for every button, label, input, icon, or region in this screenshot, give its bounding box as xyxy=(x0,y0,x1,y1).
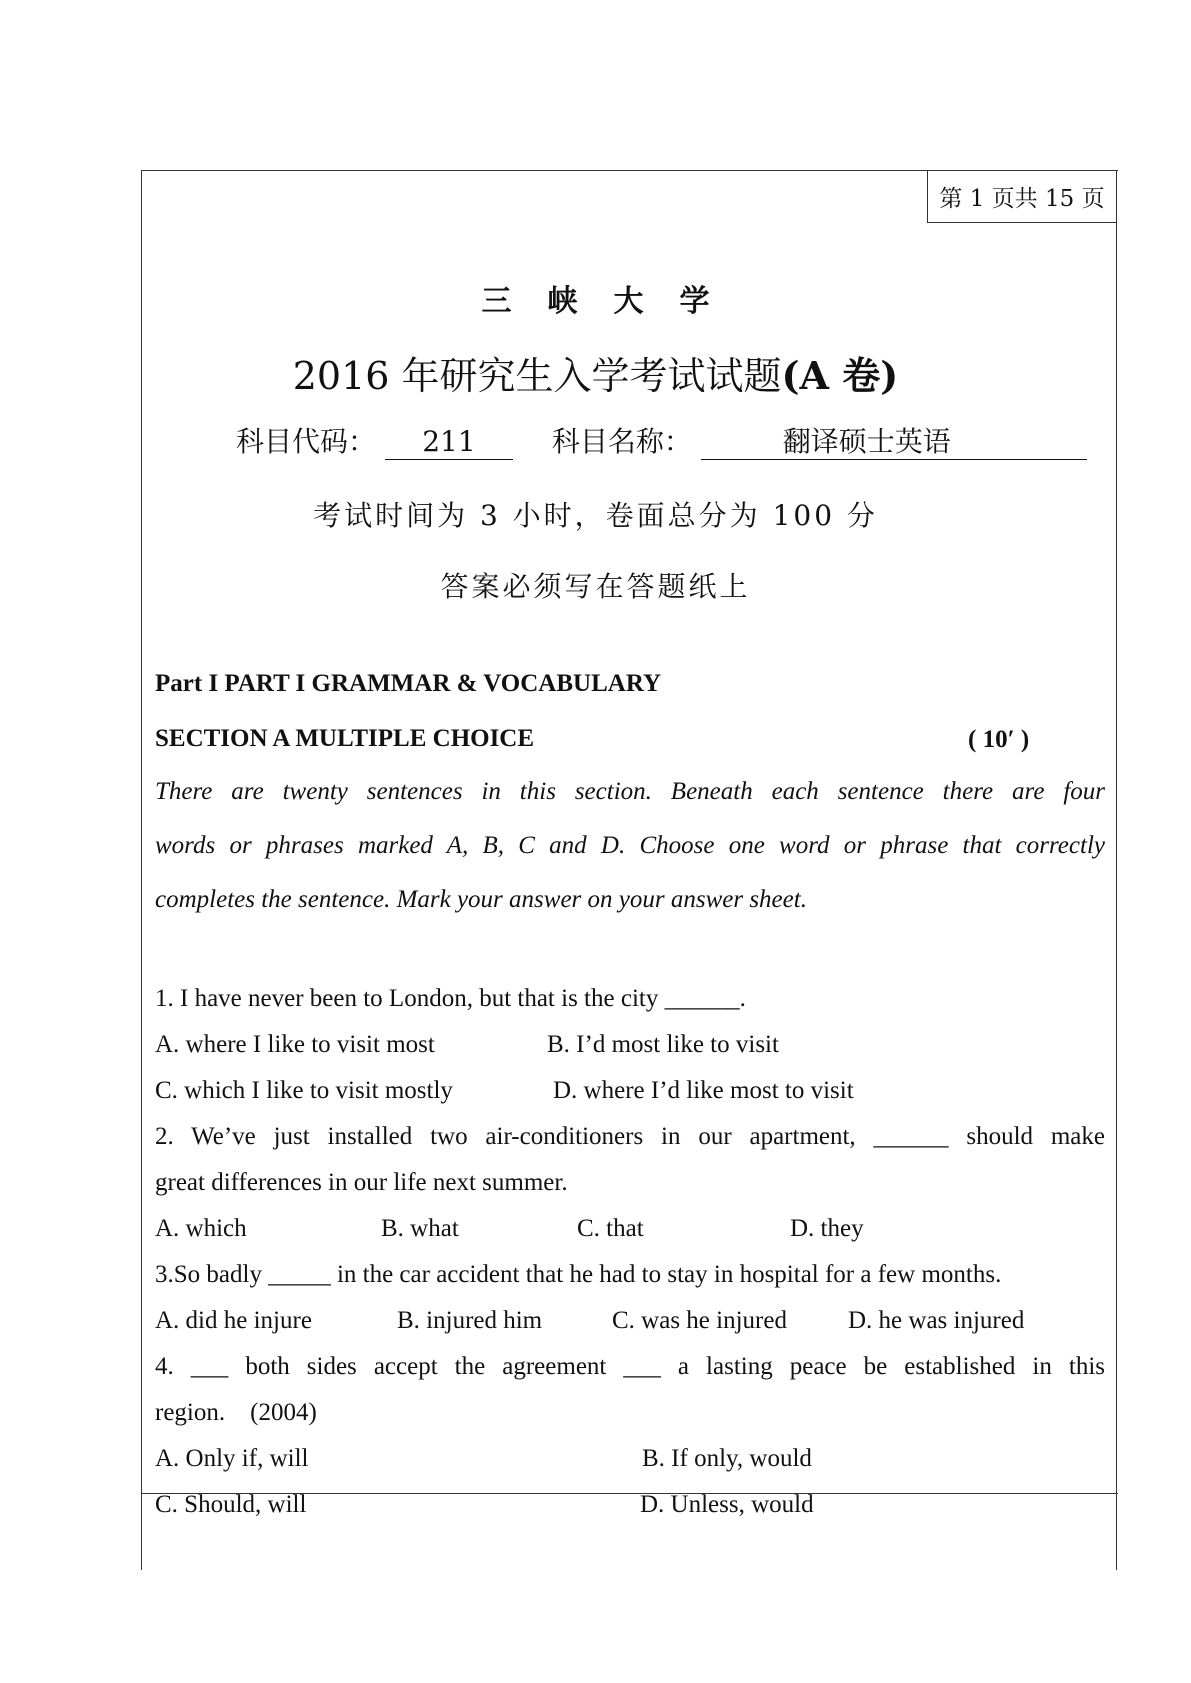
question-option: B. what xyxy=(381,1215,459,1242)
part-heading: Part I PART I GRAMMAR & VOCABULARY xyxy=(155,670,662,697)
question-option: D. where I’d like most to visit xyxy=(553,1077,854,1104)
question-option: B. injured him xyxy=(397,1307,543,1334)
question-option: C. that xyxy=(577,1215,644,1242)
page-indicator xyxy=(927,170,1116,223)
subject-name-value: 翻译硕士英语 xyxy=(701,425,1087,460)
instruction-line: There are twenty sentences in this section. Beneath each sentence there are four xyxy=(155,778,1105,805)
question-stem-continued: region. (2004) xyxy=(155,1399,317,1426)
instruction-line: words or phrases marked A, B, C and D. Choose one word or phrase that correctly xyxy=(155,832,1105,859)
question-option: A. where I like to visit most xyxy=(155,1031,435,1058)
question-option: D. he was injured xyxy=(848,1307,1025,1334)
instruction-line: completes the sentence. Mark your answer on your answer sheet. xyxy=(155,886,807,913)
question-stem: 2. We’ve just installed two air-conditioners in our apartment, ______ should make xyxy=(155,1123,1105,1150)
question-option: C. Should, will xyxy=(155,1491,307,1518)
question-stem: 4. ___ both sides accept the agreement ___ a lasting peace be established in this xyxy=(155,1353,1105,1380)
exam-time-info: 考试时间为 3 小时，卷面总分为 100 分 xyxy=(313,499,878,532)
question-option: C. was he injured xyxy=(612,1307,787,1334)
question-option: B. If only, would xyxy=(642,1445,812,1472)
subject-name-label: 科目名称： xyxy=(551,425,692,458)
page-indicator-text: 第 1 页共 15 页 xyxy=(939,185,1105,212)
section-heading: SECTION A MULTIPLE CHOICE xyxy=(155,725,535,752)
university-name: 三峡大学 xyxy=(481,284,746,319)
subject-code-value: 211 xyxy=(385,425,513,460)
question-option: B. I’d most like to visit xyxy=(547,1031,779,1058)
subject-code-label: 科目代码： xyxy=(236,425,377,458)
question-option: D. they xyxy=(790,1215,864,1242)
question-option: A. did he injure xyxy=(155,1307,312,1334)
question-stem: 1. I have never been to London, but that is the city ______. xyxy=(155,985,746,1012)
question-stem: 3.So badly _____ in the car accident that he had to stay in hospital for a few months. xyxy=(155,1261,1002,1288)
exam-title-main: 2016 年研究生入学考试试题 xyxy=(292,354,782,398)
section-score: ( 10′ ) xyxy=(968,726,1030,753)
question-option: A. Only if, will xyxy=(155,1445,309,1472)
question-option: D. Unless, would xyxy=(640,1491,814,1518)
answer-sheet-note: 答案必须写在答题纸上 xyxy=(440,570,751,603)
exam-paper-label: (A 卷) xyxy=(781,353,899,398)
exam-title xyxy=(0,345,1191,400)
question-stem-continued: great differences in our life next summer. xyxy=(155,1169,568,1196)
question-option: A. which xyxy=(155,1215,247,1242)
question-option: C. which I like to visit mostly xyxy=(155,1077,453,1104)
subject-row xyxy=(236,420,1087,460)
